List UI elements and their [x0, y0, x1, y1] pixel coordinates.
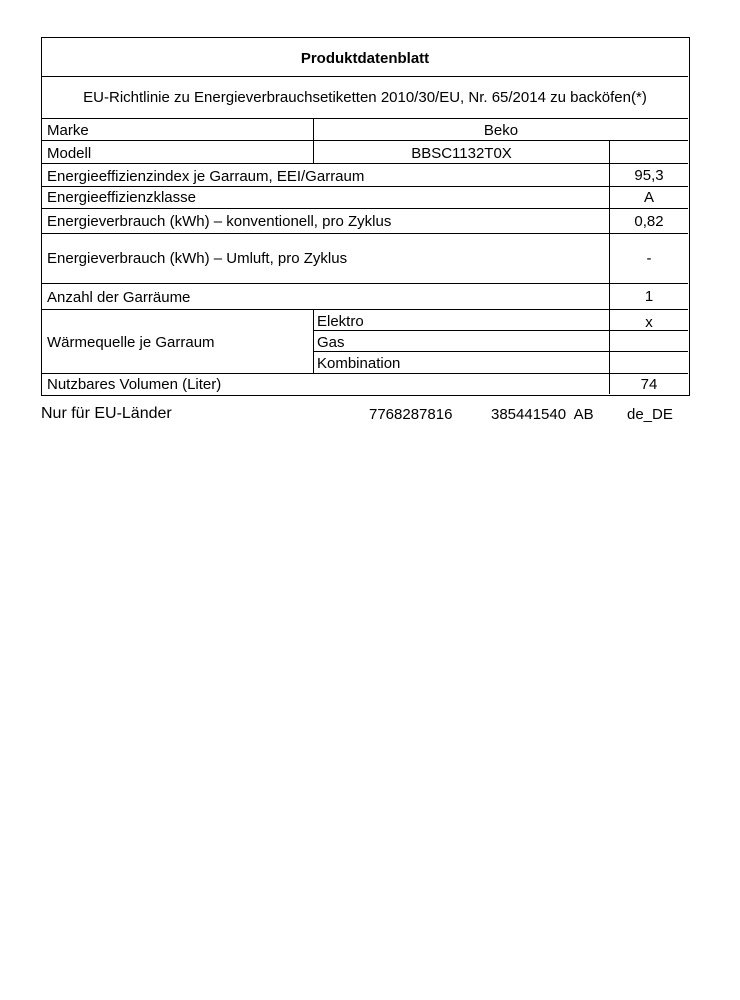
consumption-conventional-value: 0,82: [634, 213, 664, 230]
volume-label: Nutzbares Volumen (Liter): [47, 376, 222, 393]
volume-value: 74: [640, 376, 658, 393]
divider: [609, 140, 610, 163]
heat-source-option-combination: Kombination: [317, 355, 401, 372]
heat-source-label: Wärmequelle je Garraum: [47, 334, 215, 351]
model-label: Modell: [47, 145, 92, 162]
footer-locale: de_DE: [627, 406, 673, 423]
sheet-title: Produktdatenblatt: [300, 50, 430, 67]
divider: [42, 208, 688, 209]
footer-code-1: 7768287816: [369, 406, 453, 423]
model-value: BBSC1132T0X: [411, 145, 512, 162]
consumption-fan-label: Energieverbrauch (kWh) – Umluft, pro Zyklus: [47, 250, 348, 267]
divider: [42, 373, 688, 374]
product-data-sheet: [41, 37, 690, 396]
heat-source-option-gas: Gas: [317, 334, 345, 351]
brand-value: Beko: [483, 122, 519, 139]
divider: [313, 309, 314, 373]
divider: [42, 283, 688, 284]
efficiency-class-label: Energieeffizienzklasse: [47, 189, 196, 206]
divider: [609, 163, 610, 309]
divider: [313, 351, 688, 352]
sheet-subtitle: EU-Richtlinie zu Energieverbrauchsetiketten 2010/30/EU, Nr. 65/2014 zu backöfen(*): [83, 89, 647, 106]
heat-source-option-electric: Elektro: [317, 313, 364, 330]
divider: [42, 163, 688, 164]
cavities-label: Anzahl der Garräume: [47, 289, 191, 306]
eei-value: 95,3: [634, 167, 664, 184]
footer-code-2: 385441540 AB: [491, 406, 594, 423]
consumption-fan-value: -: [646, 250, 652, 267]
divider: [42, 76, 688, 77]
divider: [42, 233, 688, 234]
divider: [42, 309, 688, 310]
divider: [42, 118, 688, 119]
consumption-conventional-label: Energieverbrauch (kWh) – konventionell, pro Zyklus: [47, 213, 392, 230]
divider: [313, 330, 688, 331]
cavities-value: 1: [644, 288, 654, 305]
divider: [42, 186, 688, 187]
eei-label: Energieeffizienzindex je Garraum, EEI/Garraum: [47, 168, 365, 185]
divider: [42, 140, 688, 141]
heat-source-mark-electric: x: [645, 314, 653, 331]
footer-note: Nur für EU-Länder: [41, 405, 172, 422]
brand-label: Marke: [47, 122, 89, 139]
efficiency-class-value: A: [643, 189, 654, 206]
